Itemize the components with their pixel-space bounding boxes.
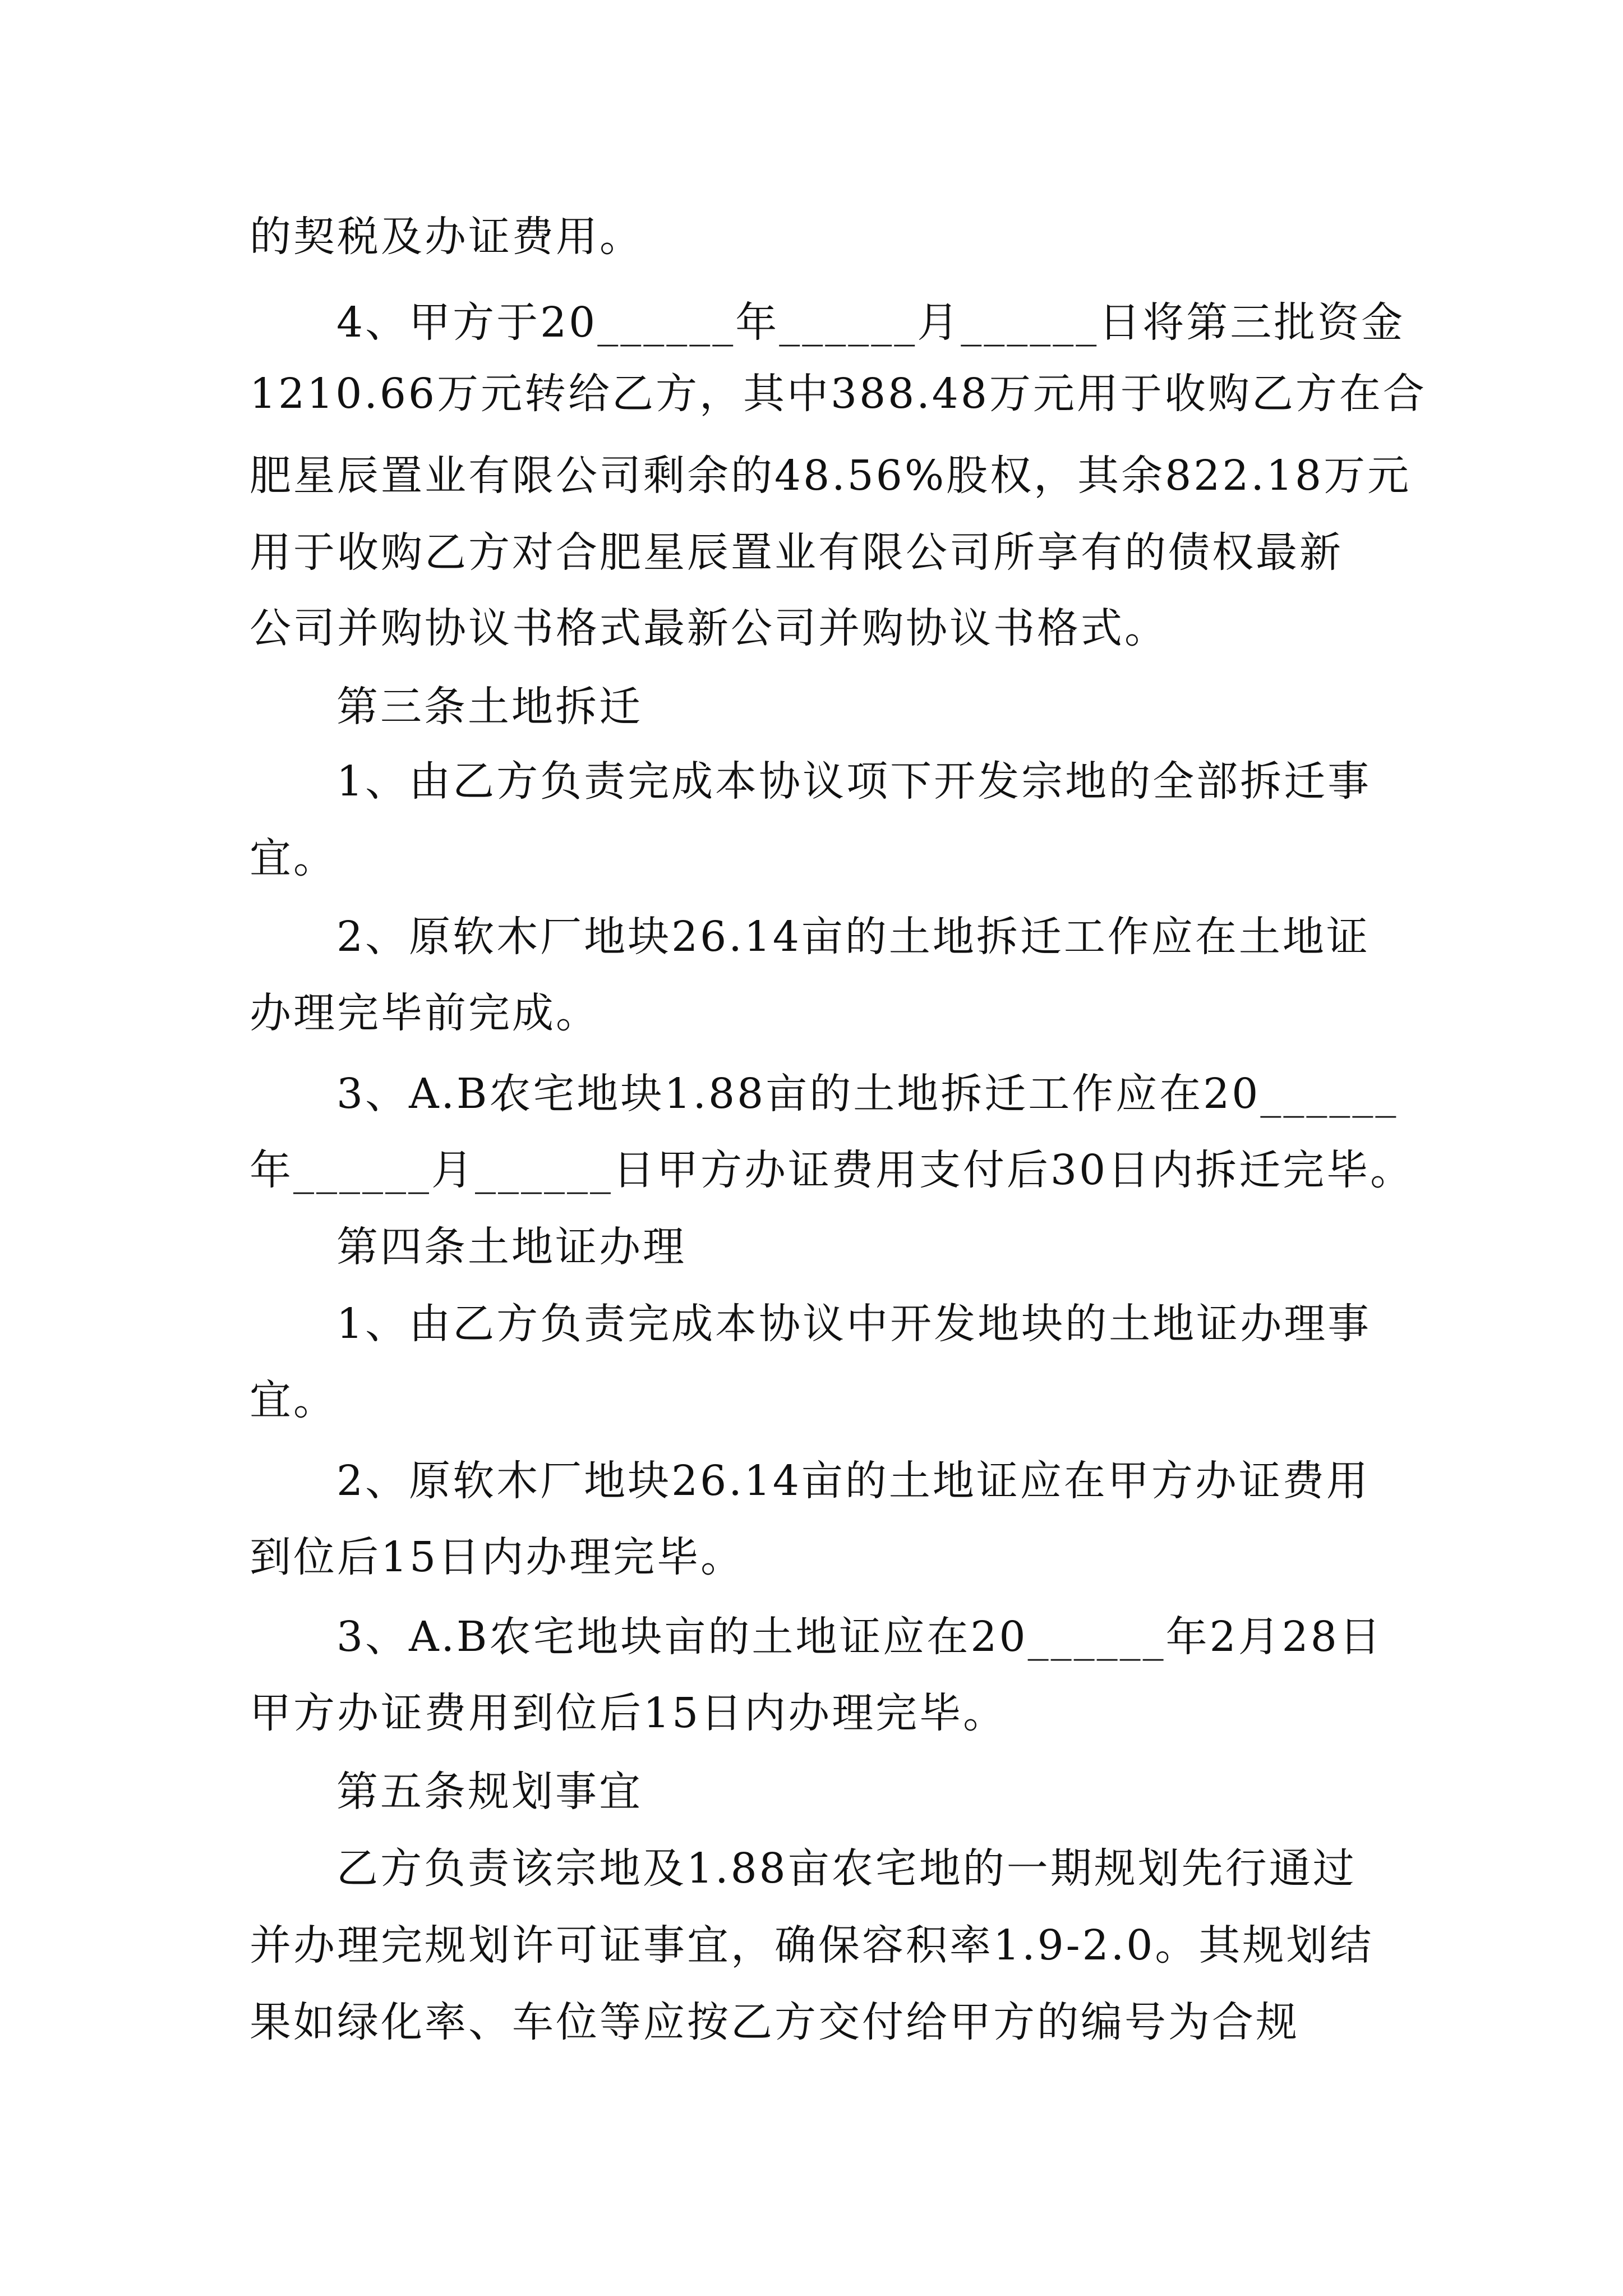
text-line: 肥星辰置业有限公司剩余的48.56%股权，其余822.18万元 [250, 452, 1412, 500]
text-line: 乙方负责该宗地及1.88亩农宅地的一期规划先行通过 [336, 1844, 1357, 1893]
text-line: 宜。 [250, 834, 337, 882]
text-line: 1210.66万元转给乙方，其中388.48万元用于收购乙方在合 [250, 370, 1427, 418]
section-heading: 第四条土地证办理 [336, 1223, 686, 1271]
text-line: 甲方办证费用到位后15日内办理完毕。 [250, 1689, 1007, 1737]
text-line: 2、原软木厂地块26.14亩的土地拆迁工作应在土地证 [336, 913, 1370, 961]
text-line: 2、原软木厂地块26.14亩的土地证应在甲方办证费用 [336, 1457, 1370, 1505]
text-line: 1、由乙方负责完成本协议中开发地块的土地证办理事 [336, 1300, 1372, 1348]
text-line: 办理完毕前完成。 [250, 989, 600, 1037]
text-line: 年______月______日甲方办证费用支付后30日内拆迁完毕。 [250, 1146, 1414, 1194]
text-line: 3、A.B农宅地块1.88亩的土地拆迁工作应在20______ [336, 1070, 1399, 1118]
text-line: 果如绿化率、车位等应按乙方交付给甲方的编号为合规 [250, 1998, 1299, 2046]
text-line: 公司并购协议书格式最新公司并购协议书格式。 [250, 604, 1168, 652]
text-line: 并办理完规划许可证事宜，确保容积率1.9-2.0。其规划结 [250, 1921, 1374, 1970]
text-line: 宜。 [250, 1376, 337, 1424]
text-line: 用于收购乙方对合肥星辰置业有限公司所享有的债权最新 [250, 528, 1343, 577]
text-line: 3、A.B农宅地块亩的土地证应在20______年2月28日 [336, 1613, 1383, 1661]
text-line: 1、由乙方负责完成本协议项下开发宗地的全部拆迁事 [336, 757, 1372, 806]
text-line: 的契税及办证费用。 [250, 213, 643, 261]
text-line: 4、甲方于20______年______月______日将第三批资金 [336, 298, 1405, 347]
section-heading: 第三条土地拆迁 [336, 683, 643, 731]
text-line: 到位后15日内办理完毕。 [250, 1533, 745, 1581]
section-heading: 第五条规划事宜 [336, 1768, 643, 1816]
